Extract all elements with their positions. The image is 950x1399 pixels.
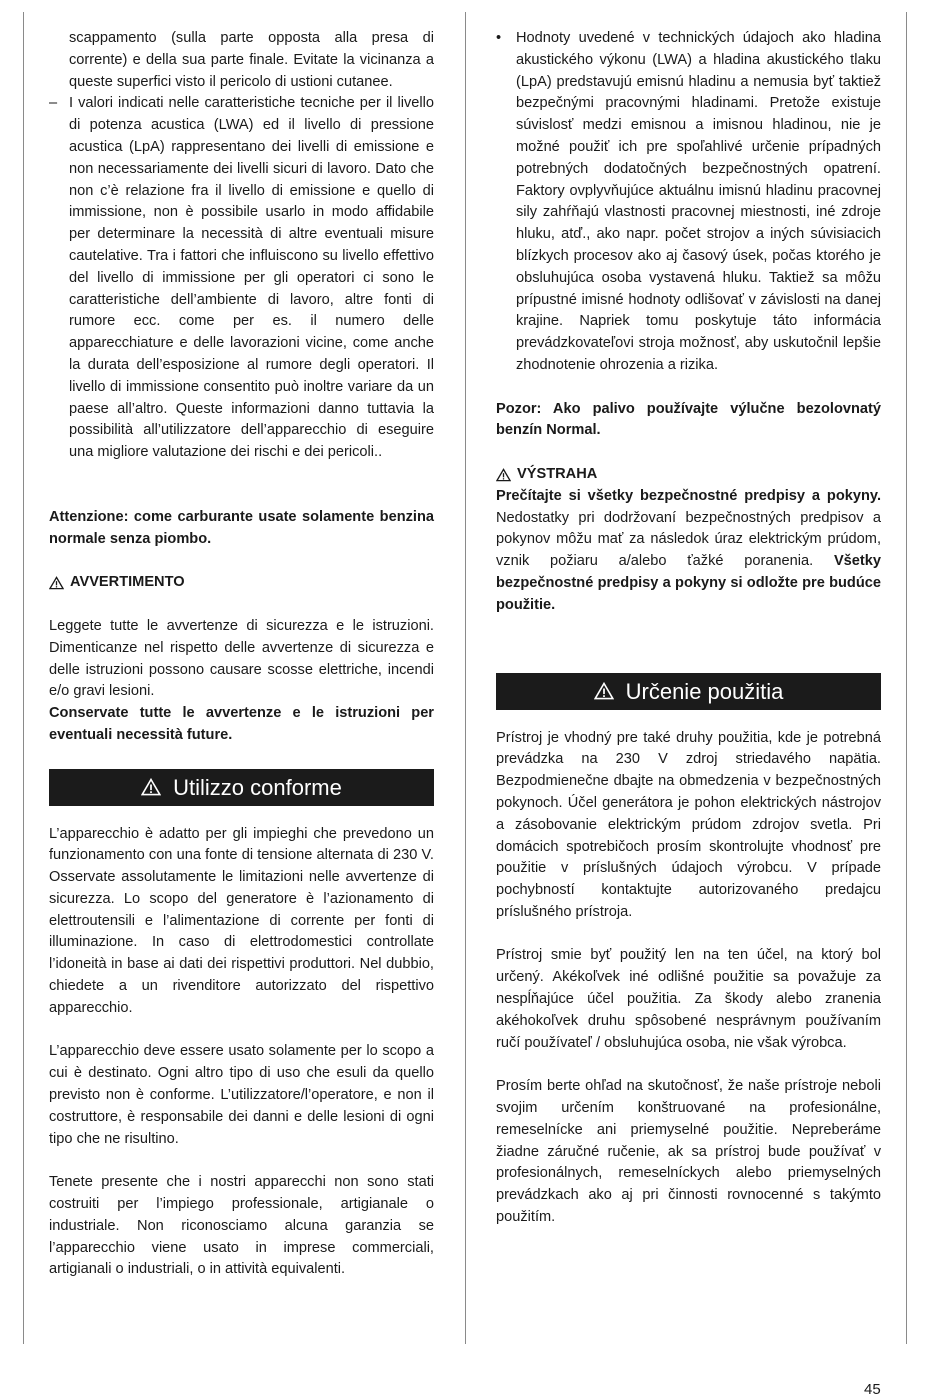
noise-item-text: Hodnoty uvedené v technických údajoch ako hladina akustického výkonu (LWA) a hladina akustického tlaku (LpA) predstavujú emisnú hladinu a nemusia byť taktiež bezpečnými pracovnými hladinami. Pretože existuje súvislosť medzi emisnou a imisnou hladinou, nie je možné použiť ich pre spoľahlivé určenie prípadných potrebných dodatočných bezpečnostných opatrení. Faktory ovplyvňujúce aktuálnu imisnú hladinu pracovnej sily zahŕňajú vlastnosti pracovnej miestnosti, iné zdroje hluku, atď., ako napr. počet strojov a iných súvisiacich blízkych procesov ako aj časový úsek, počas ktorého je obsluhujúca osoba vystavená hluku. Taktiež sa môžu prípustné imisné hodnoty odlišovať v závislosti na danej krajine. Napriek tomu poskytuje táto informácia prevádzkovateľovi stroja možnosť, aby uskutočnil lepšie zhodnotenie ohrozenia a rizika. <box>516 30 881 373</box>
section-title: Určenie použitia <box>625 678 784 704</box>
section-title: Utilizzo conforme <box>173 774 342 800</box>
warning-triangle-icon <box>49 576 64 590</box>
intro-continuation: scappamento (sulla parte opposta alla presa di corrente) e della sua parte finale. Evitate la vicinanza a queste superfici visto il pericolo di ustioni cutanee. <box>69 30 434 90</box>
paragraph-2: L’apparecchio deve essere usato solamente per lo scopo a cui è destinato. Ogni altro tipo di uso che esuli da quello previsto non è conforme. L’utilizzatore/l’operatore, e non il costruttore, è responsabile dei danni e delle lesioni di ogni tipo che ne risultino. <box>49 1043 434 1147</box>
warning-title: AVVERTIMENTO <box>70 574 185 591</box>
section-heading-bar <box>49 769 434 806</box>
right-margin-rule <box>906 12 907 1344</box>
page-number: 45 <box>864 1381 881 1398</box>
fuel-notice: Pozor: Ako palivo používajte výlučne bezolovnatý benzín Normal. <box>496 400 881 439</box>
paragraph-1: L’apparecchio è adatto per gli impieghi che prevedono un funzionamento con una fonte di tensione alternata di 230 V. Osservate assolutamente le limitazioni nelle avvertenze di sicurezza. Lo scopo del generatore è l’azionamento di elettroutensili e l’alimentazione di corrente per fonti di illuminazione. In caso di elettrodomestici controllate l’idoneità in base ai dati dei rispettivi produttori. Nel dubbio, chiedete a un rivenditore autorizzato del rispettivo apparecchio. <box>49 825 434 1016</box>
warning-title: VÝSTRAHA <box>517 465 598 482</box>
paragraph-1: Prístroj je vhodný pre také druhy použitia, kde je potrebná prevádzka na 230 V zdroj striedavého napätia. Bezpodmienečne dbajte na obmedzenia v bezpečnostných pokynoch. Účel generátora je pohon elektrických nástrojov a zásobovanie elektrickým prúdom zdrojov svetla. Pri domácich spotrebičoch prosím skontrolujte vhodnosť pre použitie v príslušných údajoch výrobcu. V prípade pochybností kontaktujte autorizovaného predajcu príslušného prístroja. <box>496 729 881 920</box>
warning-triangle-icon <box>594 682 614 700</box>
warning-paragraph <box>496 486 881 617</box>
warning-bold-text: Conservate tutte le avvertenze e le istruzioni per eventuali necessità future. <box>49 705 434 743</box>
warning-heading <box>496 464 881 486</box>
warning-triangle-icon <box>496 468 511 482</box>
left-column-italian <box>49 28 434 1281</box>
warning-heading <box>49 572 434 594</box>
noise-list-item <box>49 93 434 464</box>
dash-bullet: – <box>49 95 58 112</box>
right-column-slovak <box>496 28 881 1229</box>
noise-list-item <box>496 28 881 377</box>
warning-bold-outro: Všetky bezpečnostné predpisy a pokyny si odložte pre budúce použitie. <box>496 553 881 613</box>
bullet: • <box>496 30 502 46</box>
paragraph-3: Tenete presente che i nostri apparecchi non sono stati costruiti per l’impiego professionale, artigianale o industriale. Non riconosciamo alcuna garanzia se l’apparecchio viene usato in imprese commerciali, artigianali o industriali, o in attività equivalenti. <box>49 1174 434 1278</box>
warning-text: Nedostatky pri dodržovaní bezpečnostných predpisov a pokynov môžu mať za následok úraz elektrickým prúdom, vznik požiaru a/alebo ťažké poranenia. <box>496 509 881 570</box>
warning-text: Leggete tutte le avvertenze di sicurezza e le istruzioni. Dimenticanze nel rispetto delle avvertenze di sicurezza e delle istruzioni possono causare scosse elettriche, incendi e/o gravi lesioni. <box>49 617 434 700</box>
paragraph-2: Prístroj smie byť použitý len na ten účel, na ktorý bol určený. Akékoľvek iné odlišné použitie sa považuje za nespĺňajúce účel použitia. Za škody alebo zranenia akéhokoľvek druhu spôsobené nesprávnym používaním ručí používateľ / obsluhujúca osoba, nie však výrobca. <box>496 947 881 1051</box>
left-margin-rule <box>23 12 24 1344</box>
warning-triangle-icon <box>141 778 161 796</box>
paragraph-3: Prosím berte ohľad na skutočnosť, že naše prístroje neboli svojim určením konštruované na profesionálne, remeselnícke ani priemyselné použitie. Nepreberáme žiadne záručné ručenie, ak sa prístroj bude používať v profesionálnych, remeselníckych alebo priemyselných prevádzkach ako aj pri činnosti rovnocenné s takýmto použitím. <box>496 1078 881 1226</box>
noise-item-text: I valori indicati nelle caratteristiche tecniche per il livello di potenza acustica (LWA) ed il livello di pressione acustica (LpA) rappresentano dei livelli di emissione e non necessariamente dei livelli sicuri di lavoro. Dato che non c’è relazione fra il livello di emissione e quello di immissione, non è possibile usarlo in modo affidabile per determinare la necessità di altre eventuali misure cautelative. Tra i fattori che influiscono su livello effettivo del livello di immissione per gli operatori ci sono le caratteristiche dell’ambiente di lavoro, altre fonti di rumore ecc. come per es. il numero delle apparecchiature e delle lavorazioni vicine, come anche la durata dell’esposizione al rumore degli operatori. Il livello di immissione consentito può inoltre variare da un paese all’altro. Queste informazioni danno tuttavia la possibilità all’utilizzatore dell’apparecchio di eseguire una migliore valutazione dei rischi e dei pericoli.. <box>69 95 434 461</box>
section-heading-bar <box>496 673 881 710</box>
fuel-notice: Attenzione: come carburante usate solamente benzina normale senza piombo. <box>49 508 434 547</box>
column-divider <box>465 12 466 1344</box>
warning-bold-intro: Prečítajte si všetky bezpečnostné predpisy a pokyny. <box>496 487 881 504</box>
